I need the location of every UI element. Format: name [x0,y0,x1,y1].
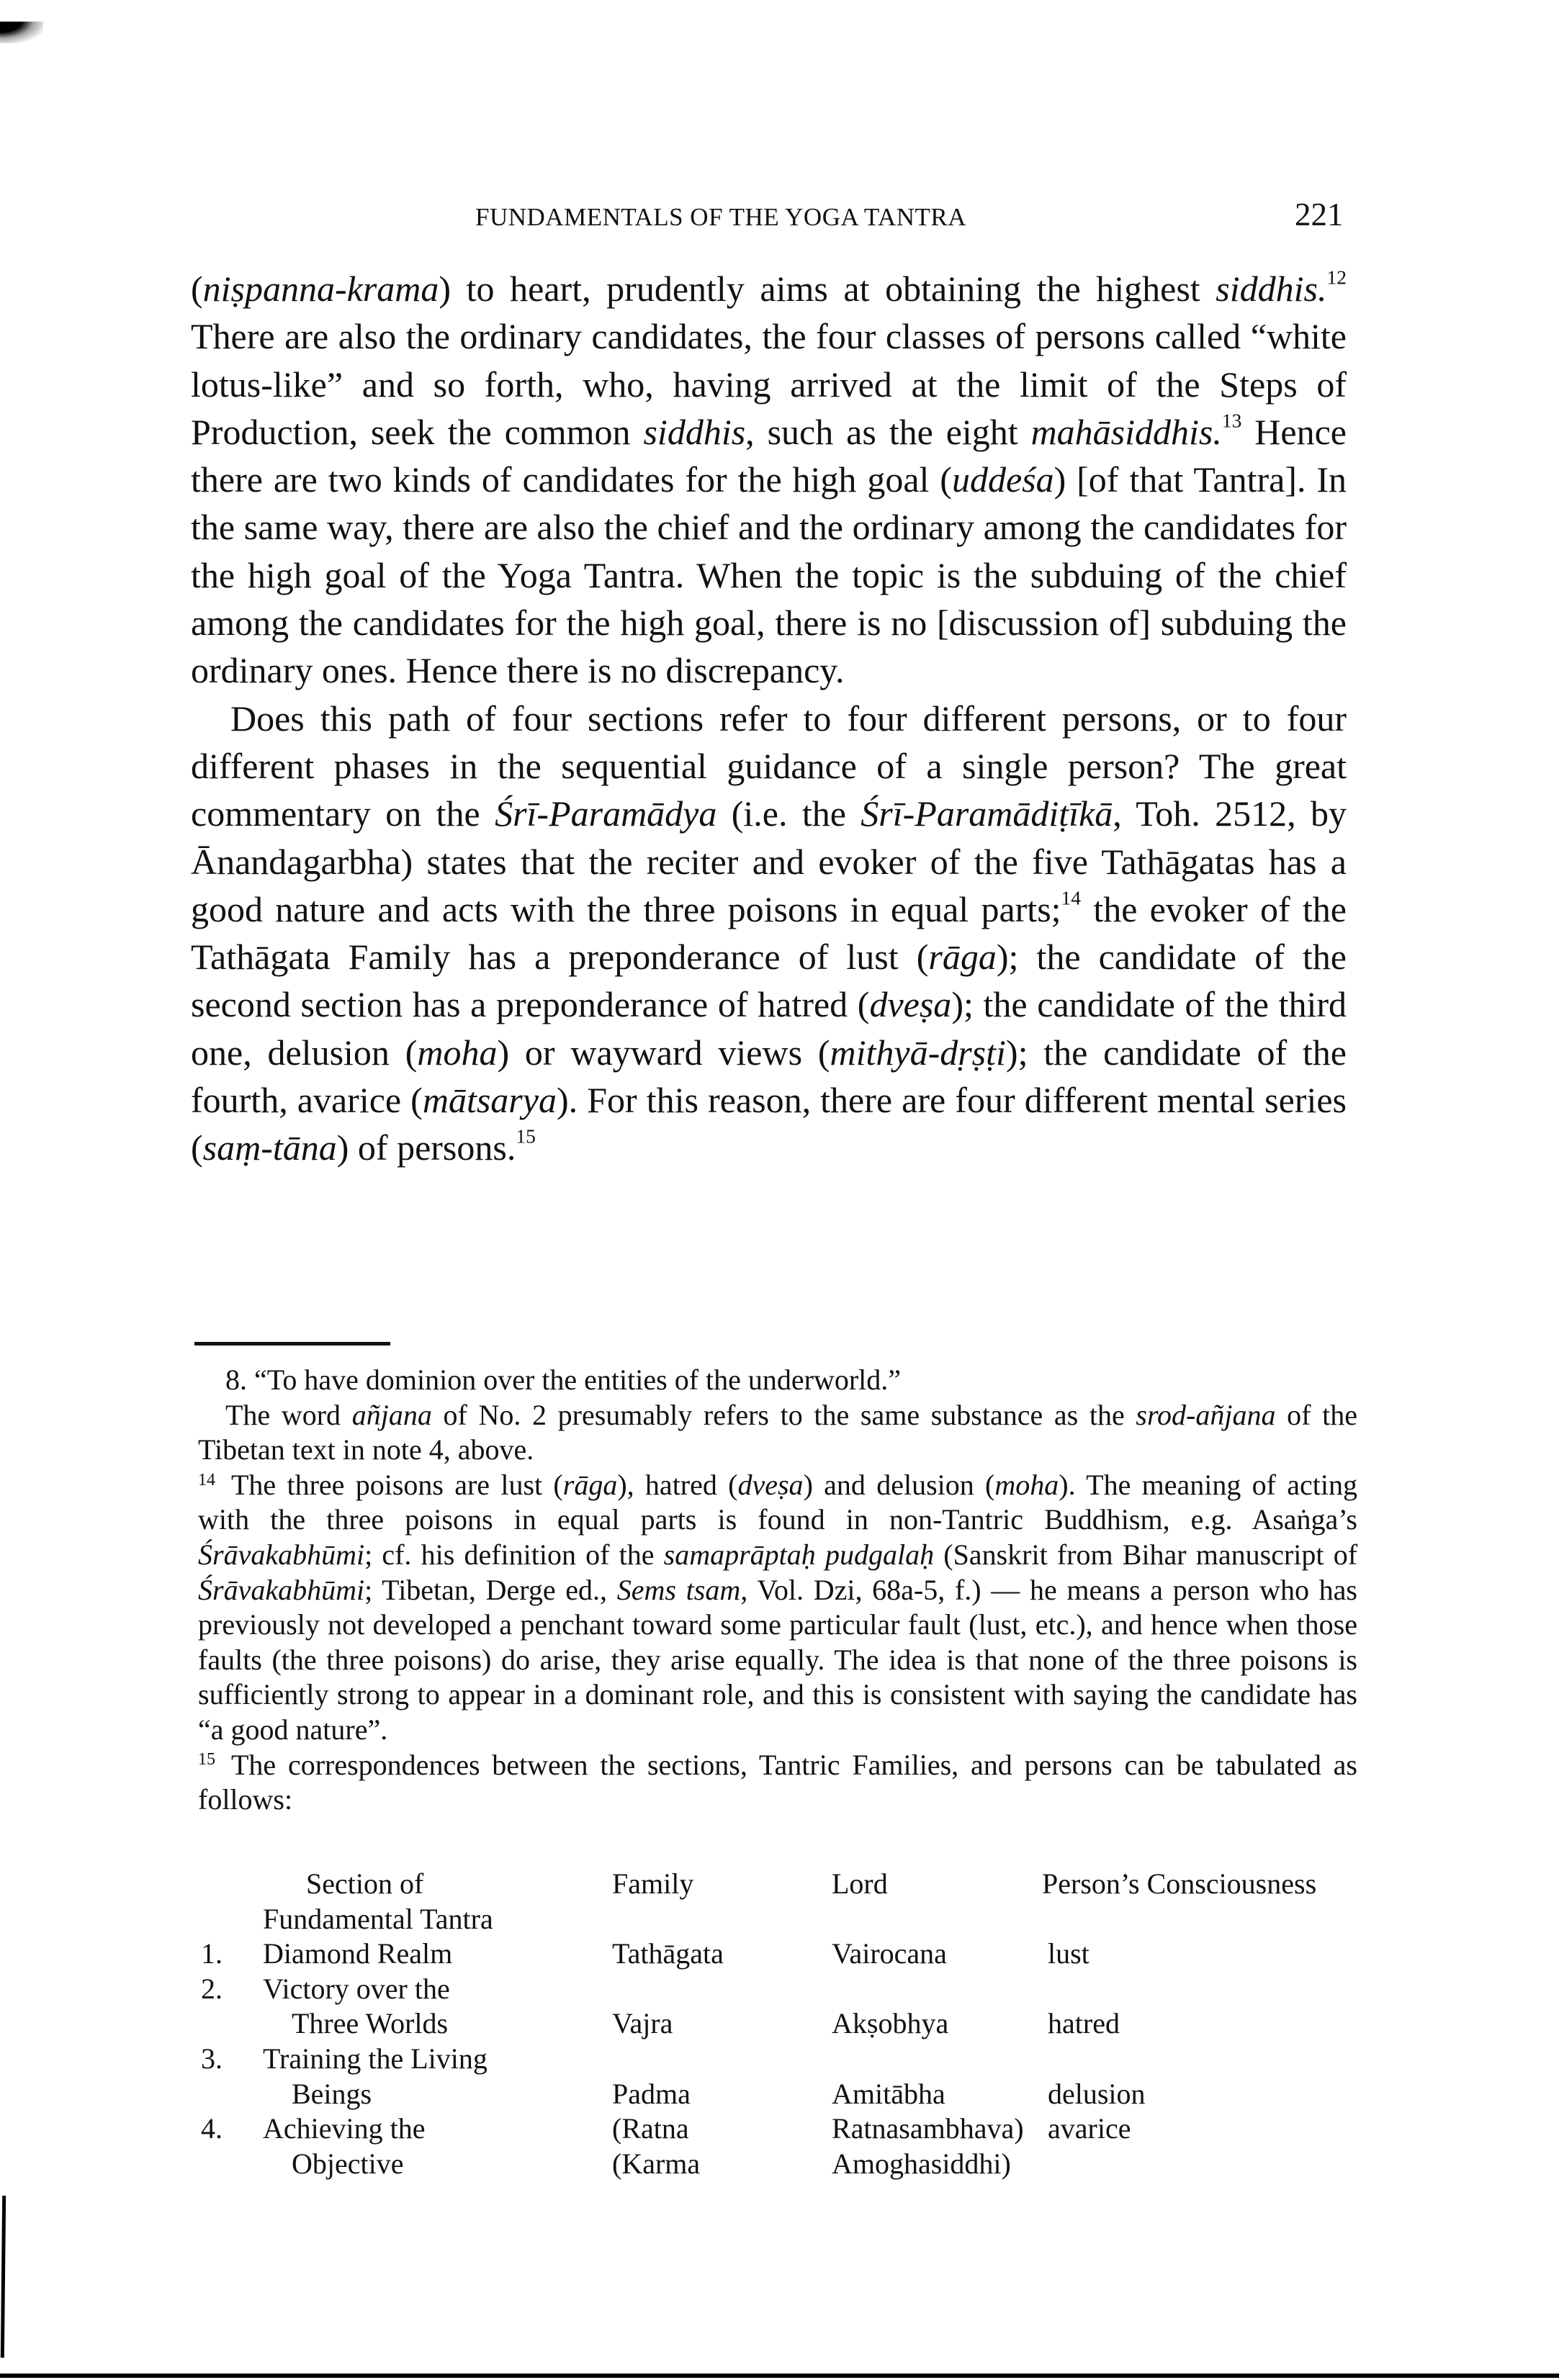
italic-term: Śrī-Paramādya [495,793,717,834]
paragraph [191,265,1347,695]
row-number: 3. [201,2042,223,2075]
italic-term: Śrāvakabhūmi [198,1573,365,1606]
table-header-row [198,1902,1365,1937]
italic-term: mithyā-dṛṣṭi [830,1032,1006,1073]
italic-term: rāga [562,1468,618,1501]
text-run: ); the candidate of the fourth, avarice ( [191,1032,1347,1121]
italic-term: srod-añjana [1136,1398,1276,1431]
consciousness-cell: avarice [1048,2112,1131,2145]
italic-term: niṣpanna-krama [202,269,439,309]
footnotes [198,1363,1357,1818]
text-run: (i.e. the [716,793,861,834]
body-text [191,265,1347,1172]
text-run: ( [191,269,203,309]
table-row-cont [198,2147,1365,2182]
italic-term: añjana [351,1398,432,1431]
family-cell: (Karma [612,2147,701,2180]
footnote-marker: 15 [198,1750,215,1770]
family-cell: (Ratna [612,2112,689,2145]
text-run: ). For this reason, there are four different mental series ( [191,1080,1347,1168]
section-name: Training the Living [263,2042,488,2075]
text-run: the evoker of the Tathāgata Family has a preponderance of lust ( [191,888,1347,978]
table-row [198,2111,1365,2147]
section-name: Achieving the [263,2112,426,2145]
family-cell: Vajra [612,2007,673,2040]
italic-term: Śrī-Paramādiṭīkā [861,793,1113,834]
lord-cell: Amoghasiddhi) [832,2147,1011,2180]
footnote [198,1468,1357,1748]
table-row-cont [198,2077,1365,2112]
header-family: Family [612,1867,694,1900]
text-run: ); the candidate of the third one, delusion ( [191,984,1347,1073]
footnote-ref: 15 [516,1124,536,1148]
text-run: Hence there are two kinds of candidates for the high goal ( [191,411,1347,500]
lord-cell: Ratnasambhava) [832,2112,1024,2145]
text-run: , Vol. Dzi, 68a-5, f.) — he means a person who has previously not developed a penchant toward some particular fault (lust, etc.), and hence when those faults (the three poisons) do arise, they arise equally. The idea is that none of the three poisons is sufficiently strong to appear in a dominant role, and this is consistent with saying the candidate has “a good nature”. [198,1573,1357,1746]
text-run: 8. “To have dominion over the entities of the underworld.” [225,1363,902,1396]
running-header: FUNDAMENTALS OF THE YOGA TANTRA [475,203,967,231]
text-run: ) to heart, prudently aims at obtaining the highest [439,269,1216,309]
text-run: ); the candidate of the second section has a preponderance of hatred ( [191,937,1347,1025]
text-run: ) and delusion ( [803,1468,995,1501]
text-run: , Toh. 2512, by Ānandagarbha) states that the reciter and evoker of the five Tathāgatas has a good nature and acts with the three poisons in equal parts; [191,793,1347,929]
lord-cell: Akṣobhya [832,2007,949,2040]
table-body [198,1937,1365,2181]
italic-term: siddhis. [1216,269,1327,309]
section-name: Diamond Realm [263,1937,453,1970]
footnote-marker: 14 [198,1470,215,1489]
italic-term: dveṣa [737,1468,804,1501]
footnote-ref: 12 [1326,266,1347,289]
table-row [198,2042,1365,2077]
row-number: 4. [201,2112,223,2145]
footnote-separator [194,1342,390,1345]
italic-term: samaprāptaḥ pudgalaḥ [663,1538,935,1571]
section-name-cont: Objective [292,2147,404,2180]
footnote-ref: 13 [1221,409,1242,432]
lord-cell: Amitābha [832,2077,945,2110]
text-run: The word [225,1398,352,1431]
section-name-cont: Beings [292,2077,372,2110]
italic-term: Śrāvakabhūmi [198,1538,365,1571]
text-run: The correspondences between the sections, Tantric Families, and persons can be tabulated as follows: [198,1748,1357,1816]
consciousness-cell: lust [1048,1937,1089,1970]
row-number: 1. [201,1937,223,1970]
italic-term: moha [417,1032,498,1073]
italic-term: Sems tsam [616,1573,741,1606]
text-run: ; cf. his definition of the [364,1538,664,1571]
text-run: ) or wayward views ( [497,1032,830,1073]
header-lord: Lord [832,1867,888,1900]
page-number: 221 [1295,197,1344,233]
scan-artifact-left-edge [1,2196,6,2358]
section-name: Victory over the [263,1972,450,2005]
text-run: ), hatred ( [617,1468,738,1501]
header-section: Section of [306,1867,424,1900]
lord-cell: Vairocana [832,1937,947,1970]
footnote [198,1398,1357,1468]
footnote-ref: 14 [1061,886,1082,909]
text-run: The three poisons are lust ( [231,1468,563,1501]
paragraph [191,695,1347,1172]
text-run: , such as the eight [745,411,1031,452]
italic-term: saṃ-tāna [202,1127,337,1168]
italic-term: rāga [928,937,997,978]
text-run: ). The meaning of acting with the three poisons in equal parts is found in non-Tantric Buddhism, e.g. Asaṅga’s [198,1468,1357,1536]
table-header-row [198,1867,1365,1902]
section-name-cont: Three Worlds [292,2007,449,2040]
text-run: ; Tibetan, Derge ed., [364,1573,617,1606]
table-row-cont [198,2006,1365,2042]
italic-term: siddhis [643,411,746,452]
italic-term: mahāsiddhis. [1030,411,1222,452]
text-run: (Sanskrit from Bihar manuscript of [934,1538,1358,1571]
text-run: of No. 2 presumably refers to the same substance as the [431,1398,1136,1431]
text-run: There are also the ordinary candidates, the four classes of persons called “white lotus-like” and so forth, who, having arrived at the limit of the Steps of Production, seek the common [191,316,1347,452]
text-run: Does this path of four sections refer to four different persons, or to four different phases in the sequential guidance of a single person? The great commentary on the [191,698,1347,834]
italic-term: mātsarya [422,1080,557,1121]
consciousness-cell: delusion [1048,2077,1146,2110]
header-consciousness: Person’s Consciousness [1042,1867,1317,1900]
header-section-cont: Fundamental Tantra [263,1902,493,1935]
family-cell: Tathāgata [612,1937,724,1970]
table-row [198,1937,1365,1972]
footnote [198,1363,1357,1398]
text-run: ) [of that Tantra]. In the same way, there are also the chief and the ordinary among the candidates for the high goal of the Yoga Tantra. When the topic is the subduing of the chief among the candidates for the high goal, there is no [discussion of] subduing the ordinary ones. Hence there is no discrepancy. [191,459,1347,691]
scan-artifact-bottom-edge [0,2374,1559,2378]
row-number: 2. [201,1972,223,2005]
italic-term: dveṣa [869,984,952,1025]
text-run: of the Tibetan text in note 4, above. [198,1398,1357,1466]
italic-term: uddeśa [951,459,1054,500]
consciousness-cell: hatred [1048,2007,1120,2040]
text-run: ) of persons. [336,1127,516,1168]
correspondence-table [198,1867,1365,2181]
table-row [198,1972,1365,2007]
italic-term: moha [994,1468,1059,1501]
scan-artifact-corner [0,22,43,43]
family-cell: Padma [612,2077,691,2110]
footnote [198,1748,1357,1818]
